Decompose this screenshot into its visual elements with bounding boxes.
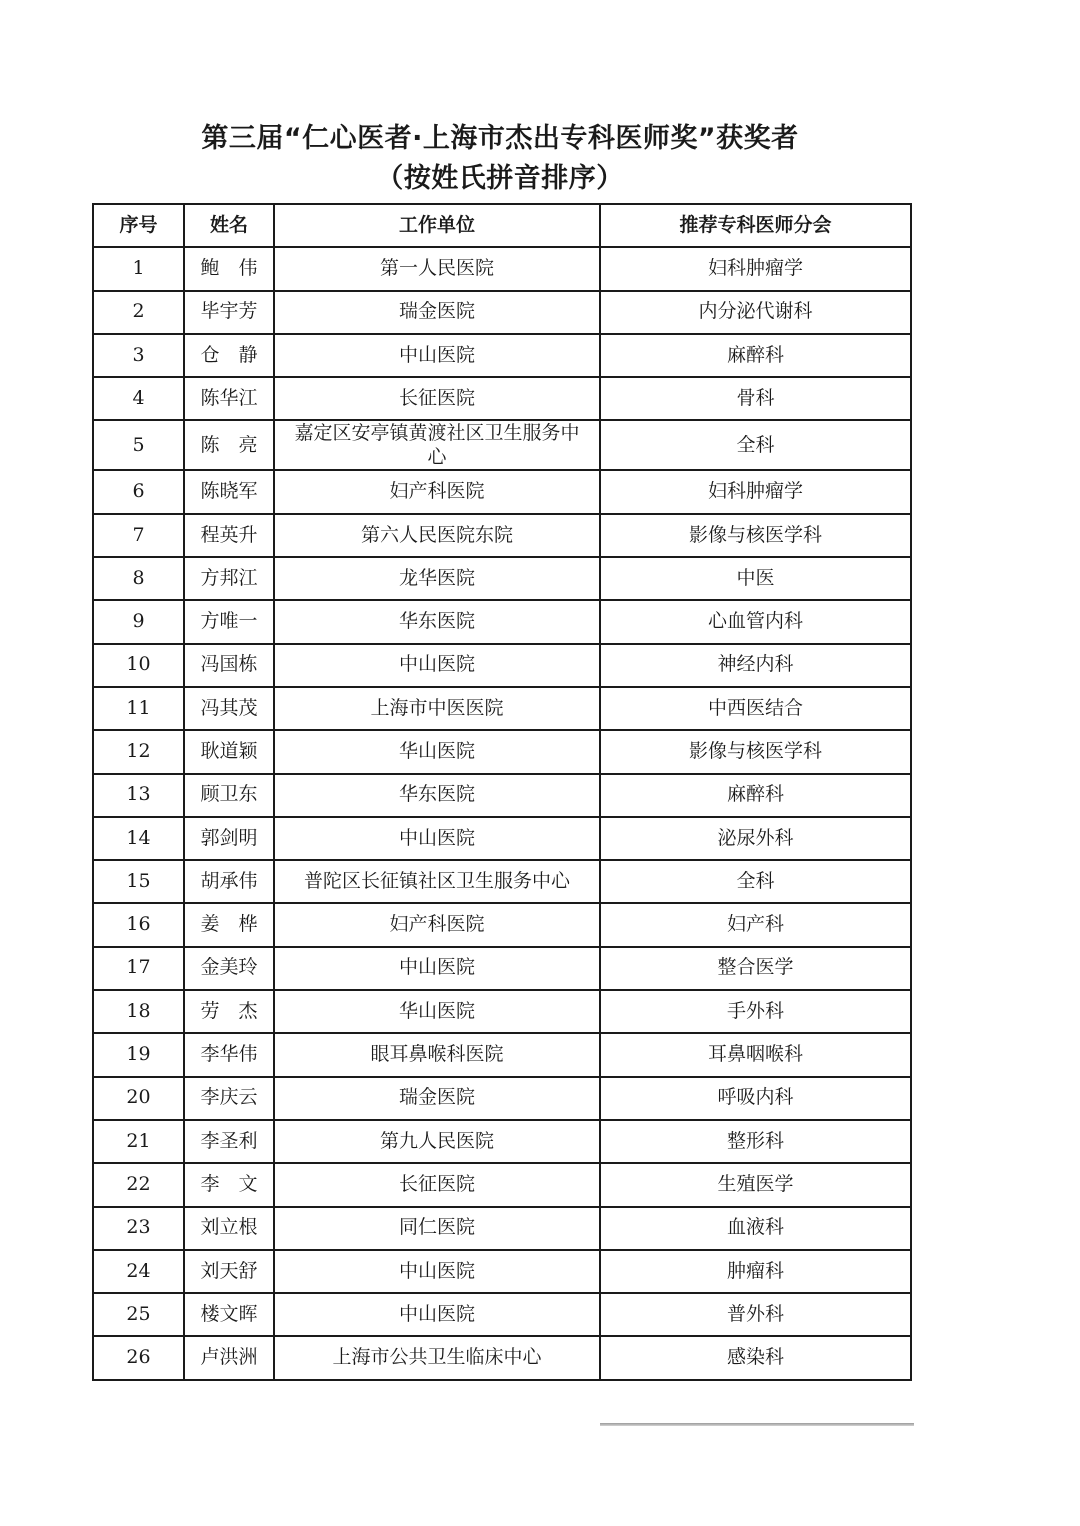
row-seq: 23	[93, 1207, 184, 1250]
row-name: 刘立根	[184, 1207, 274, 1250]
row-society: 妇科肿瘤学	[600, 247, 911, 290]
header-unit: 工作单位	[274, 204, 600, 247]
row-name: 方唯一	[184, 600, 274, 643]
row-unit: 第九人民医院	[274, 1120, 600, 1163]
row-unit: 中山医院	[274, 1250, 600, 1293]
table-row	[93, 947, 911, 990]
row-society: 骨科	[600, 377, 911, 420]
row-society: 感染科	[600, 1336, 911, 1379]
row-unit: 长征医院	[274, 1163, 600, 1206]
row-unit: 中山医院	[274, 644, 600, 687]
row-name: 顾卫东	[184, 774, 274, 817]
header-society: 推荐专科医师分会	[600, 204, 911, 247]
row-seq: 17	[93, 947, 184, 990]
row-name: 劳 杰	[184, 990, 274, 1033]
scan-edge-line	[600, 1423, 914, 1426]
table-row	[93, 903, 911, 946]
row-society: 全科	[600, 860, 911, 903]
row-unit: 普陀区长征镇社区卫生服务中心	[274, 860, 600, 903]
table-row	[93, 514, 911, 557]
row-seq: 26	[93, 1336, 184, 1379]
row-seq: 20	[93, 1077, 184, 1120]
row-seq: 10	[93, 644, 184, 687]
row-unit: 中山医院	[274, 817, 600, 860]
row-society: 麻醉科	[600, 774, 911, 817]
row-seq: 5	[93, 420, 184, 470]
row-seq: 12	[93, 730, 184, 773]
row-society: 内分泌代谢科	[600, 291, 911, 334]
row-society: 麻醉科	[600, 334, 911, 377]
table-row	[93, 644, 911, 687]
table-row	[93, 1163, 911, 1206]
row-unit: 龙华医院	[274, 557, 600, 600]
row-name: 刘天舒	[184, 1250, 274, 1293]
row-name: 冯国栋	[184, 644, 274, 687]
table-row	[93, 687, 911, 730]
table-row	[93, 334, 911, 377]
table-row	[93, 1207, 911, 1250]
row-name: 耿道颖	[184, 730, 274, 773]
row-name: 陈华江	[184, 377, 274, 420]
table-row	[93, 420, 911, 470]
row-society: 影像与核医学科	[600, 514, 911, 557]
row-unit: 同仁医院	[274, 1207, 600, 1250]
table-row	[93, 1293, 911, 1336]
row-unit: 眼耳鼻喉科医院	[274, 1033, 600, 1076]
row-name: 程英升	[184, 514, 274, 557]
row-society: 心血管内科	[600, 600, 911, 643]
row-society: 呼吸内科	[600, 1077, 911, 1120]
row-name: 卢洪洲	[184, 1336, 274, 1379]
row-seq: 1	[93, 247, 184, 290]
row-unit: 瑞金医院	[274, 291, 600, 334]
table-row	[93, 600, 911, 643]
table-header-row	[93, 204, 911, 247]
table-row	[93, 1120, 911, 1163]
row-name: 李圣利	[184, 1120, 274, 1163]
row-seq: 8	[93, 557, 184, 600]
table-row	[93, 1336, 911, 1379]
row-society: 肿瘤科	[600, 1250, 911, 1293]
row-seq: 18	[93, 990, 184, 1033]
row-unit: 长征医院	[274, 377, 600, 420]
row-society: 妇产科	[600, 903, 911, 946]
row-society: 手外科	[600, 990, 911, 1033]
row-seq: 9	[93, 600, 184, 643]
row-unit: 华山医院	[274, 990, 600, 1033]
row-name: 金美玲	[184, 947, 274, 990]
table-row	[93, 377, 911, 420]
row-name: 仓 静	[184, 334, 274, 377]
row-unit: 第一人民医院	[274, 247, 600, 290]
row-seq: 14	[93, 817, 184, 860]
row-unit: 嘉定区安亭镇黄渡社区卫生服务中心	[274, 420, 600, 470]
row-seq: 11	[93, 687, 184, 730]
row-society: 普外科	[600, 1293, 911, 1336]
table-row	[93, 1250, 911, 1293]
table-row	[93, 291, 911, 334]
row-unit: 第六人民医院东院	[274, 514, 600, 557]
row-seq: 6	[93, 470, 184, 513]
row-society: 整形科	[600, 1120, 911, 1163]
row-seq: 4	[93, 377, 184, 420]
row-name: 鲍 伟	[184, 247, 274, 290]
table-body	[93, 247, 911, 1379]
awardee-table	[92, 203, 912, 1381]
row-society: 妇科肿瘤学	[600, 470, 911, 513]
table-row	[93, 470, 911, 513]
row-society: 整合医学	[600, 947, 911, 990]
header-name: 姓名	[184, 204, 274, 247]
row-name: 李庆云	[184, 1077, 274, 1120]
row-name: 方邦江	[184, 557, 274, 600]
table-row	[93, 247, 911, 290]
row-unit: 妇产科医院	[274, 903, 600, 946]
table-row	[93, 990, 911, 1033]
row-name: 郭剑明	[184, 817, 274, 860]
document-title: 第三届“仁心医者·上海市杰出专科医师奖”获奖者	[201, 123, 799, 154]
row-unit: 中山医院	[274, 334, 600, 377]
row-seq: 7	[93, 514, 184, 557]
row-name: 陈 亮	[184, 420, 274, 470]
row-seq: 25	[93, 1293, 184, 1336]
row-seq: 24	[93, 1250, 184, 1293]
row-seq: 21	[93, 1120, 184, 1163]
row-name: 陈晓军	[184, 470, 274, 513]
row-name: 姜 桦	[184, 903, 274, 946]
row-society: 血液科	[600, 1207, 911, 1250]
row-unit: 上海市中医医院	[274, 687, 600, 730]
row-seq: 3	[93, 334, 184, 377]
table-row	[93, 557, 911, 600]
row-seq: 15	[93, 860, 184, 903]
row-name: 毕宇芳	[184, 291, 274, 334]
row-seq: 19	[93, 1033, 184, 1076]
row-seq: 22	[93, 1163, 184, 1206]
table-row	[93, 774, 911, 817]
row-society: 全科	[600, 420, 911, 470]
row-unit: 华东医院	[274, 600, 600, 643]
header-seq: 序号	[93, 204, 184, 247]
row-society: 神经内科	[600, 644, 911, 687]
table-row	[93, 1077, 911, 1120]
row-name: 李 文	[184, 1163, 274, 1206]
row-name: 冯其茂	[184, 687, 274, 730]
row-society: 中西医结合	[600, 687, 911, 730]
table-row	[93, 1033, 911, 1076]
row-unit: 华东医院	[274, 774, 600, 817]
table-row	[93, 817, 911, 860]
row-society: 中医	[600, 557, 911, 600]
row-society: 泌尿外科	[600, 817, 911, 860]
row-unit: 华山医院	[274, 730, 600, 773]
row-unit: 中山医院	[274, 947, 600, 990]
row-unit: 瑞金医院	[274, 1077, 600, 1120]
row-society: 影像与核医学科	[600, 730, 911, 773]
row-seq: 2	[93, 291, 184, 334]
row-unit: 中山医院	[274, 1293, 600, 1336]
table-row	[93, 860, 911, 903]
row-unit: 妇产科医院	[274, 470, 600, 513]
row-unit: 上海市公共卫生临床中心	[274, 1336, 600, 1379]
row-society: 耳鼻咽喉科	[600, 1033, 911, 1076]
row-society: 生殖医学	[600, 1163, 911, 1206]
row-name: 胡承伟	[184, 860, 274, 903]
document-subtitle: （按姓氏拼音排序）	[376, 163, 624, 194]
row-seq: 16	[93, 903, 184, 946]
row-name: 楼文晖	[184, 1293, 274, 1336]
row-name: 李华伟	[184, 1033, 274, 1076]
table-row	[93, 730, 911, 773]
row-seq: 13	[93, 774, 184, 817]
